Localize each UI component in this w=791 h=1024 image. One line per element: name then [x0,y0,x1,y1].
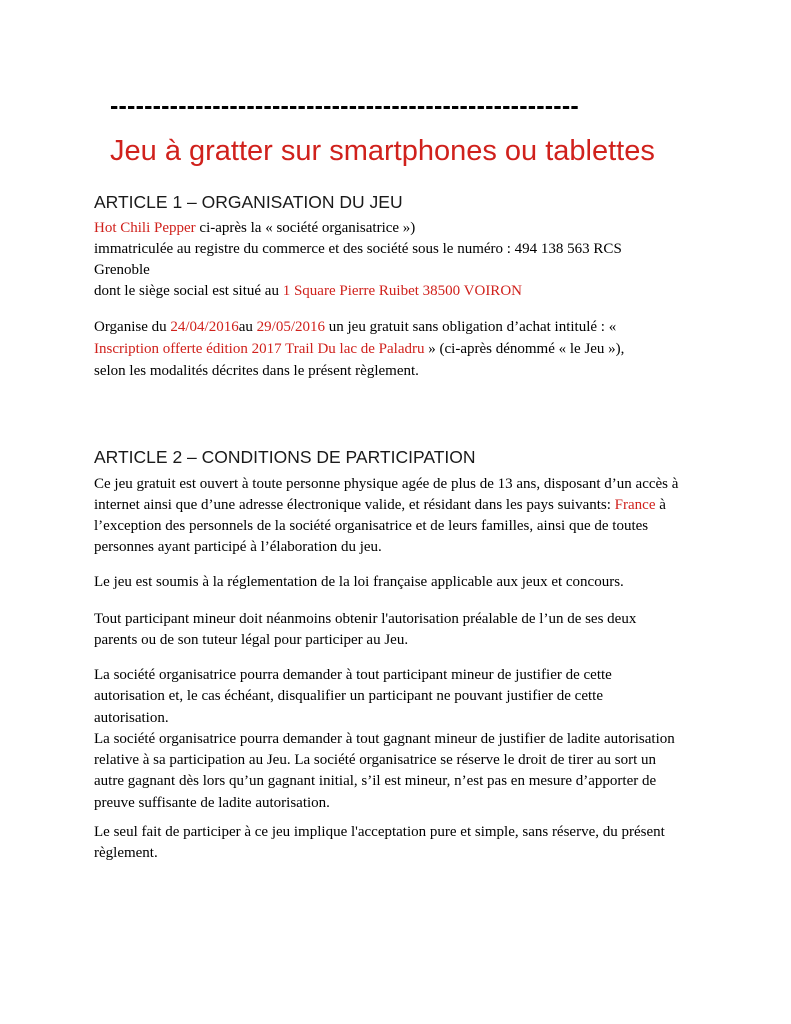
seat-line [94,281,714,302]
article-1-heading: ARTICLE 1 – ORGANISATION DU JEU [94,192,403,212]
company-suffix: ci-après la « société organisatrice ») [195,220,416,236]
residence-prefix: internet ainsi que d’une adresse électronique valide, et résidant dans les pays suivants: [94,497,615,513]
paragraph-line: autorisation et, le cas échéant, disqualifier un participant ne pouvant justifier de cette [94,688,603,705]
paragraph-line: parents ou de son tuteur légal pour participer au Jeu. [94,632,409,648]
paragraph-line: Ce jeu gratuit est ouvert à toute personne physique agée de plus de 13 ans, disposant d’un accès à [94,476,679,492]
article-2-paragraph-1 [94,474,714,558]
article-1-organizer-block [94,218,714,302]
article-2-paragraph-3 [94,609,714,651]
paragraph-line: autre gagnant dès lors qu’un gagnant initial, s’il est mineur, n’est pas en mesure d’apporter de [94,773,657,790]
registry-line: immatriculée au registre du commerce et des société sous le numéro : 494 138 563 RCS [94,241,622,257]
separator-line: ------------------------------------------------------- [110,92,579,120]
residence-suffix: à [655,497,666,513]
paragraph-line: règlement. [94,845,158,861]
org-prefix: Organise du [94,319,171,335]
org-au: au [238,319,257,335]
game-suffix: » (ci-après dénommé « le Jeu »), [424,341,625,357]
article-1-game-block [94,316,714,382]
paragraph-line: Le seul fait de participer à ce jeu implique l'acceptation pure et simple, sans réserve, du présent [94,824,665,840]
org-suffix: un jeu gratuit sans obligation d’achat intitulé : « [325,319,617,335]
date-end: 29/05/2016 [256,319,325,335]
paragraph-line: relative à sa participation au Jeu. La société organisatrice se réserve le droit de tirer au sort un [94,752,656,769]
article-2-paragraph-2 [94,572,714,593]
article-2-paragraph-5 [94,822,714,864]
document-title: Jeu à gratter sur smartphones ou tablettes [110,135,655,167]
paragraph-line: Tout participant mineur doit néanmoins obtenir l'autorisation préalable de l’un de ses deux [94,611,637,627]
dates-line [94,316,714,338]
game-name: Inscription offerte édition 2017 Trail Du lac de Paladru [94,341,425,357]
paragraph-line: autorisation. [94,709,169,726]
paragraph-line: La société organisatrice pourra demander à tout participant mineur de justifier de cette [94,667,612,683]
paragraph-line: La société organisatrice pourra demander à tout gagnant mineur de justifier de ladite autorisation [94,730,675,747]
paragraph-line [94,495,714,516]
modalities-line: selon les modalités décrites dans le présent règlement. [94,363,419,379]
game-name-line [94,338,714,360]
article-2-heading: ARTICLE 2 – CONDITIONS DE PARTICIPATION [94,447,476,467]
article-2-paragraph-4 [94,665,714,814]
paragraph-line: Le jeu est soumis à la réglementation de la loi française applicable aux jeux et concours. [94,574,624,590]
seat-prefix: dont le siège social est situé au [94,283,283,299]
paragraph-line: personnes ayant participé à l’élaboration du jeu. [94,539,382,555]
paragraph-line: l’exception des personnels de la société organisatrice et de leurs familles, ainsi que de toutes [94,518,649,534]
company-address: 1 Square Pierre Ruibet 38500 VOIRON [282,283,522,299]
city-line: Grenoble [94,262,150,278]
paragraph-line: preuve suffisante de ladite autorisation. [94,794,330,811]
date-start: 24/04/2016 [170,319,239,335]
company-name: Hot Chili Pepper [94,220,196,236]
organizer-line [94,218,714,239]
country-name: France [614,497,656,513]
